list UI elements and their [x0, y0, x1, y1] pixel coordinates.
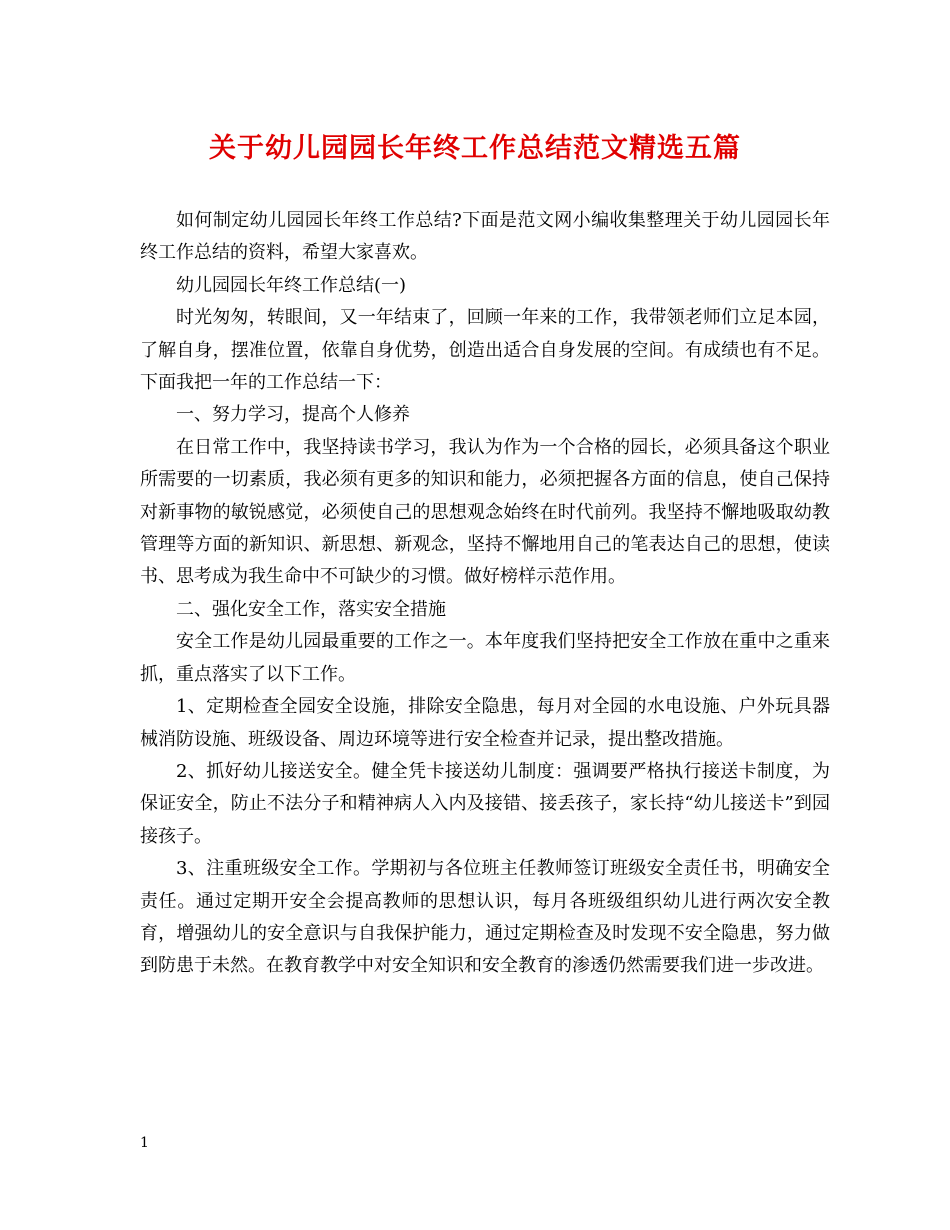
- paragraph-intro: 如何制定幼儿园园长年终工作总结?下面是范文网小编收集整理关于幼儿园园长年终工作总结的资料，希望大家喜欢。: [140, 210, 830, 264]
- document-body: [140, 205, 830, 983]
- paragraph-item-three: 3、注重班级安全工作。学期初与各位班主任教师签订班级安全责任书，明确安全责任。通过定期开安全会提高教师的思想认识，每月各班级组织幼儿进行两次安全教育，增强幼儿的安全意识与自我保护能力，通过定期检查及时发现不安全隐患，努力做到防患于未然。在教育教学中对安全知识和安全教育的渗透仍然需要我们进一步改进。: [140, 858, 830, 977]
- page-number: 1: [140, 1135, 149, 1151]
- paragraph-heading-part-one: 幼儿园园长年终工作总结(一): [176, 274, 407, 296]
- paragraph-overview: 时光匆匆，转眼间，又一年结束了，回顾一年来的工作，我带领老师们立足本园，了解自身，摆准位置，依靠自身优势，创造出适合自身发展的空间。有成绩也有不足。下面我把一年的工作总结一下：: [140, 307, 830, 394]
- paragraph-item-one: 1、定期检查全园安全设施，排除安全隐患，每月对全园的水电设施、户外玩具器械消防设施、班级设备、周边环境等进行安全检查并记录，提出整改措施。: [140, 696, 830, 750]
- paragraph-section-one-heading: 一、努力学习，提高个人修养: [176, 404, 410, 426]
- paragraph-section-one-body: 在日常工作中，我坚持读书学习，我认为作为一个合格的园长，必须具备这个职业所需要的一切素质，我必须有更多的知识和能力，必须把握各方面的信息，使自己保持对新事物的敏锐感觉，必须使自己的思想观念始终在时代前列。我坚持不懈地吸取幼教管理等方面的新知识、新思想、新观念，坚持不懈地用自己的笔表达自己的思想，使读书、思考成为我生命中不可缺少的习惯。做好榜样示范作用。: [140, 436, 830, 588]
- paragraph-item-two: 2、抓好幼儿接送安全。健全凭卡接送幼儿制度：强调要严格执行接送卡制度，为保证安全，防止不法分子和精神病人入内及接错、接丢孩子，家长持“幼儿接送卡”到园接孩子。: [140, 760, 830, 847]
- paragraph-section-two-body: 安全工作是幼儿园最重要的工作之一。本年度我们坚持把安全工作放在重中之重来抓，重点落实了以下工作。: [140, 631, 830, 685]
- page-title: 关于幼儿园园长年终工作总结范文精选五篇: [209, 133, 741, 164]
- paragraph-section-two-heading: 二、强化安全工作，落实安全措施: [176, 598, 446, 620]
